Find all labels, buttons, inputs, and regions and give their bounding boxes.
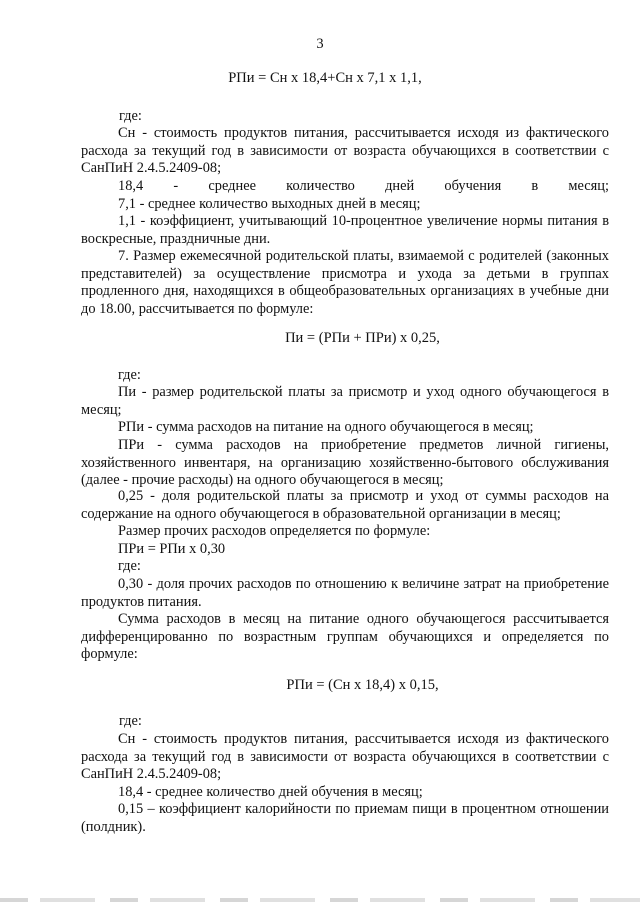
paragraph-rpi-definition: РПи - сумма расходов на питание на одного обучающегося в месяц; [118, 419, 534, 435]
paragraph-prochih-intro: Размер прочих расходов определяется по формуле: [118, 523, 431, 539]
paragraph-sn-definition-2: Сн - стоимость продуктов питания, рассчитывается исходя из фактического расхода за текущий год в зависимости от возраста обучающихся в соответствии с СанПиН 2.4.5.2409-08; [81, 731, 609, 783]
formula-rpi-full: РПи = Сн х 18,4+Сн х 7,1 х 1,1, [228, 70, 422, 86]
paragraph-1-1-definition: 1,1 - коэффициент, учитывающий 10-процентное увеличение нормы питания в воскресные, праздничные дни. [81, 213, 609, 247]
paragraph-pi-definition: Пи - размер родительской платы за присмотр и уход одного обучающегося в месяц; [81, 384, 609, 418]
formula-pri: ПРи = РПи х 0,30 [118, 541, 226, 557]
paragraph-025-definition: 0,25 - доля родительской платы за присмотр и уход от суммы расходов на содержание на одного обучающегося в образовательной организации в месяц; [81, 488, 609, 522]
paragraph-18-4-definition: 18,4 - среднее количество дней обучения в месяц; [118, 178, 609, 194]
paragraph-7-1-definition: 7,1 - среднее количество выходных дней в месяц; [118, 196, 421, 212]
page-number: 3 [316, 36, 324, 52]
paragraph-summa-intro: Сумма расходов в месяц на питание одного обучающегося рассчитывается дифференцированно по возрастным группам обучающихся и определяется по формуле: [81, 611, 609, 663]
paragraph-sn-definition: Сн - стоимость продуктов питания, рассчитывается исходя из фактического расхода за текущий год в зависимости от возраста обучающихся в соответствии с СанПиН 2.4.5.2409-08; [81, 125, 609, 177]
gde-label: где: [119, 713, 142, 729]
gde-label: где: [118, 558, 141, 574]
paragraph-18-4-definition-2: 18,4 - среднее количество дней обучения в месяц; [118, 784, 423, 800]
paragraph-015-definition: 0,15 – коэффициент калорийности по приемам пищи в процентном отношении (полдник). [81, 801, 609, 835]
paragraph-pri-definition: ПРи - сумма расходов на приобретение предметов личной гигиены, хозяйственного инвентаря, на организацию хозяйственно-бытового обслуживания (далее - прочие расходы) на одного обучающегося в месяц; [81, 437, 609, 489]
scan-edge-artifact [0, 898, 640, 902]
gde-label: где: [119, 108, 142, 124]
paragraph-item-7: 7. Размер ежемесячной родительской платы, взимаемой с родителей (законных представителей) за осуществление присмотра и ухода за детьми в группах продленного дня, находящихся в общеобразовательных организациях в учебные дни до 18.00, рассчитывается по формуле: [81, 248, 609, 318]
formula-pi: Пи = (РПи + ПРи) х 0,25, [285, 330, 440, 346]
gde-label: где: [118, 367, 141, 383]
paragraph-030-definition: 0,30 - доля прочих расходов по отношению к величине затрат на приобретение продуктов питания. [81, 576, 609, 610]
formula-rpi-snack: РПи = (Сн х 18,4) х 0,15, [286, 677, 439, 693]
